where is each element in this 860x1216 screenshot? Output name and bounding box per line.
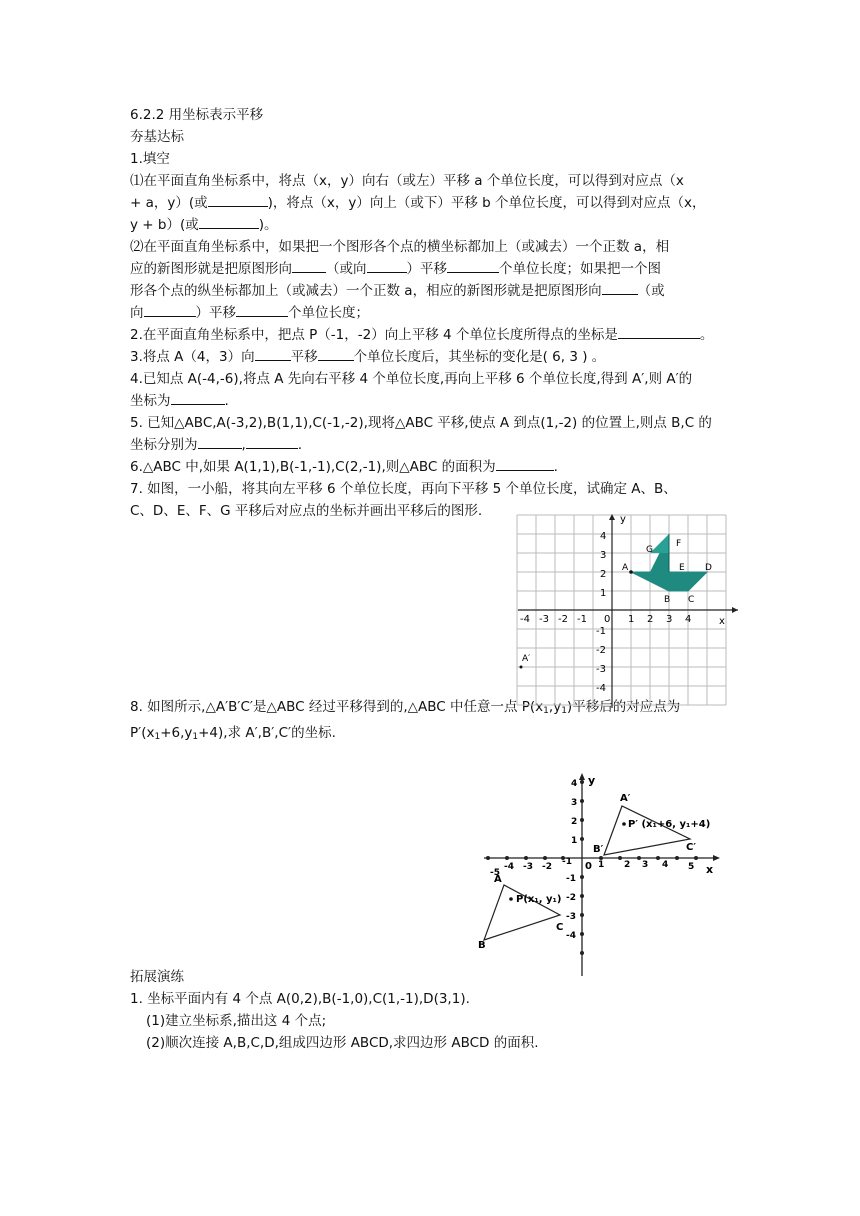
answer-blank[interactable]	[255, 346, 291, 361]
label-g: G	[646, 545, 653, 555]
x-tick: 1	[628, 614, 635, 625]
answer-blank[interactable]	[367, 258, 407, 273]
question-6: 6.△ABC 中,如果 A(1,1),B(-1,-1),C(2,-1),则△ABC 的面积为 .	[130, 456, 740, 478]
x-tick: 4	[662, 860, 669, 870]
answer-blank[interactable]	[496, 456, 554, 471]
question-8-line1: 8. 如图所示,△A′B′C′是△ABC 经过平移得到的,△ABC 中任意一点 $P(x_1,y_1)$平移后的对应点为	[130, 699, 681, 716]
x-tick: 2	[624, 860, 631, 870]
y-tick: -4	[596, 683, 606, 694]
answer-blank[interactable]	[618, 324, 700, 339]
question-4-line2: 坐标为 .	[130, 390, 740, 412]
x-tick: -2	[558, 614, 568, 625]
y-tick: -3	[566, 912, 576, 922]
question-4-line1: 4.已知点 A(-4,-6),将点 A 先向右平移 4 个单位长度,再向上平移 6 个单位长度,得到 A′,则 A′的	[130, 371, 693, 387]
label-c-prime: C′	[686, 842, 696, 853]
y-tick: -2	[566, 893, 576, 903]
answer-blank[interactable]	[236, 302, 288, 317]
answer-blank[interactable]	[318, 346, 354, 361]
question-5-line1: 5. 已知△ABC,A(-3,2),B(1,1),C(-1,-2),现将△ABC 平移,使点 A 到点(1,-2) 的位置上,则点 B,C 的	[130, 415, 712, 431]
answer-blank[interactable]	[447, 258, 499, 273]
x-tick: -4	[520, 614, 530, 625]
y-tick: 2	[571, 817, 578, 827]
triangle-translation-figure	[474, 770, 726, 980]
origin-label: 0	[585, 861, 592, 872]
x-tick: -1	[562, 857, 572, 867]
x-tick: 5	[688, 862, 695, 872]
y-tick: -4	[566, 931, 576, 941]
label-f: F	[676, 539, 682, 549]
label-e: E	[679, 563, 685, 573]
answer-blank[interactable]	[144, 302, 196, 317]
section-heading-basics: 夯基达标	[130, 129, 184, 145]
q1-part1-line2: + a，y）(或 )，将点（x，y）向上（或下）平移 b 个单位长度，可以得到对应点（x，	[130, 192, 740, 214]
x-tick: -4	[504, 862, 514, 872]
x-tick: 2	[647, 614, 654, 625]
y-tick: 1	[600, 588, 607, 599]
q1-part1-line3: y + b）(或 )。	[130, 214, 740, 236]
origin-label: 0	[604, 614, 611, 625]
answer-blank[interactable]	[171, 390, 225, 405]
x-axis-arrow	[713, 855, 720, 861]
y-tick: -2	[596, 645, 606, 656]
x-tick: -5	[490, 868, 500, 878]
y-tick: 1	[571, 836, 578, 846]
x-tick: 1	[598, 860, 605, 870]
question-7-line1: 7. 如图，一小船，将其向左平移 6 个单位长度，再向下平移 5 个单位长度，试确定 A、B、	[130, 481, 677, 497]
q1-part2-line3: 形各个点的纵坐标都加上（或减去）一个正数 a，相应的新图形就是把原图形向 （或	[130, 280, 740, 302]
x-tick: 3	[666, 614, 673, 625]
question-7-line2: C、D、E、F、G 平移后对应点的坐标并画出平移后的图形.	[130, 503, 483, 519]
boat-hull	[631, 572, 707, 591]
q1-part2-line2: 应的新图形就是把原图形向 （或向 ）平移 个单位长度；如果把一个图	[130, 258, 740, 280]
extension-part-1: (1)建立坐标系,描出这 4 个点;	[146, 1013, 327, 1029]
point-a	[629, 570, 633, 574]
y-tick: 3	[571, 798, 578, 808]
x-axis-arrow	[732, 607, 738, 613]
y-tick: -3	[596, 664, 606, 675]
answer-blank[interactable]	[198, 434, 242, 449]
label-a: A	[622, 563, 629, 573]
y-tick-labels	[596, 531, 606, 694]
y-tick: 2	[600, 569, 607, 580]
y-axis-label: y	[588, 774, 596, 787]
x-tick: -3	[539, 614, 549, 625]
answer-blank[interactable]	[292, 258, 326, 273]
x-tick-labels	[490, 857, 694, 878]
label-c: C	[688, 595, 695, 605]
y-tick: 4	[571, 779, 578, 789]
label-a: A	[494, 874, 502, 885]
section-heading-extension: 拓展演练	[130, 969, 184, 985]
q1-heading: 1.填空	[130, 151, 170, 167]
x-axis-label: x	[706, 863, 714, 876]
y-tick: 4	[600, 531, 607, 542]
answer-blank[interactable]	[246, 434, 298, 449]
label-b: B	[478, 940, 486, 951]
x-tick: -1	[577, 614, 587, 625]
label-a-prime: A′	[522, 654, 531, 664]
boat-grid-figure	[516, 512, 742, 708]
label-p-prime: P′ (x₁+6, y₁+4)	[628, 819, 711, 830]
triangle-a-prime-b-prime-c-prime	[604, 806, 690, 855]
x-tick: -3	[523, 862, 533, 872]
answer-blank[interactable]	[208, 192, 268, 207]
point-p-prime	[622, 822, 626, 826]
question-3: 3.将点 A（4，3）向 平移 个单位长度后，其坐标的变化是( 6, 3 ) 。	[130, 346, 740, 368]
y-tick: 3	[600, 550, 607, 561]
answer-blank[interactable]	[199, 214, 259, 229]
x-tick: 3	[642, 860, 649, 870]
label-b-prime: B′	[593, 844, 604, 855]
q1-part2-line4: 向 ）平移 个单位长度；	[130, 302, 740, 324]
question-2: 2.在平面直角坐标系中，把点 P（-1，-2）向上平移 4 个单位长度所得点的坐标是 。	[130, 324, 740, 346]
label-d: D	[705, 563, 712, 573]
label-a-prime: A′	[620, 793, 631, 804]
x-axis-label: x	[719, 616, 725, 627]
answer-blank[interactable]	[602, 280, 638, 295]
y-tick: -1	[566, 874, 576, 884]
x-tick: 4	[685, 614, 692, 625]
label-b: B	[664, 595, 671, 605]
x-tick: -2	[542, 862, 552, 872]
extension-part-2: (2)顺次连接 A,B,C,D,组成四边形 ABCD,求四边形 ABCD 的面积.	[146, 1035, 539, 1051]
label-c: C	[556, 922, 564, 933]
point-a-prime	[520, 666, 523, 669]
y-axis-arrow	[579, 773, 585, 780]
lesson-title: 6.2.2 用坐标表示平移	[130, 107, 264, 123]
extension-question-1: 1. 坐标平面内有 4 个点 A(0,2),B(-1,0),C(1,-1),D(3,1).	[130, 991, 470, 1007]
question-8-line2: $P'(x_1+6,y_1+4)$,求 A′,B′,C′的坐标.	[130, 725, 336, 742]
question-5-line2: 坐标分别为 , .	[130, 434, 740, 456]
q1-part1-line1: ⑴在平面直角坐标系中，将点（x，y）向右（或左）平移 a 个单位长度，可以得到对应点（x	[130, 173, 684, 189]
y-axis-label: y	[620, 514, 626, 525]
point-p	[509, 897, 513, 901]
label-p: P(x₁, y₁)	[516, 894, 562, 905]
q1-part2-line1: ⑵在平面直角坐标系中，如果把一个图形各个点的横坐标都加上（或减去）一个正数 a，相	[130, 239, 670, 255]
y-tick: -1	[596, 626, 606, 637]
